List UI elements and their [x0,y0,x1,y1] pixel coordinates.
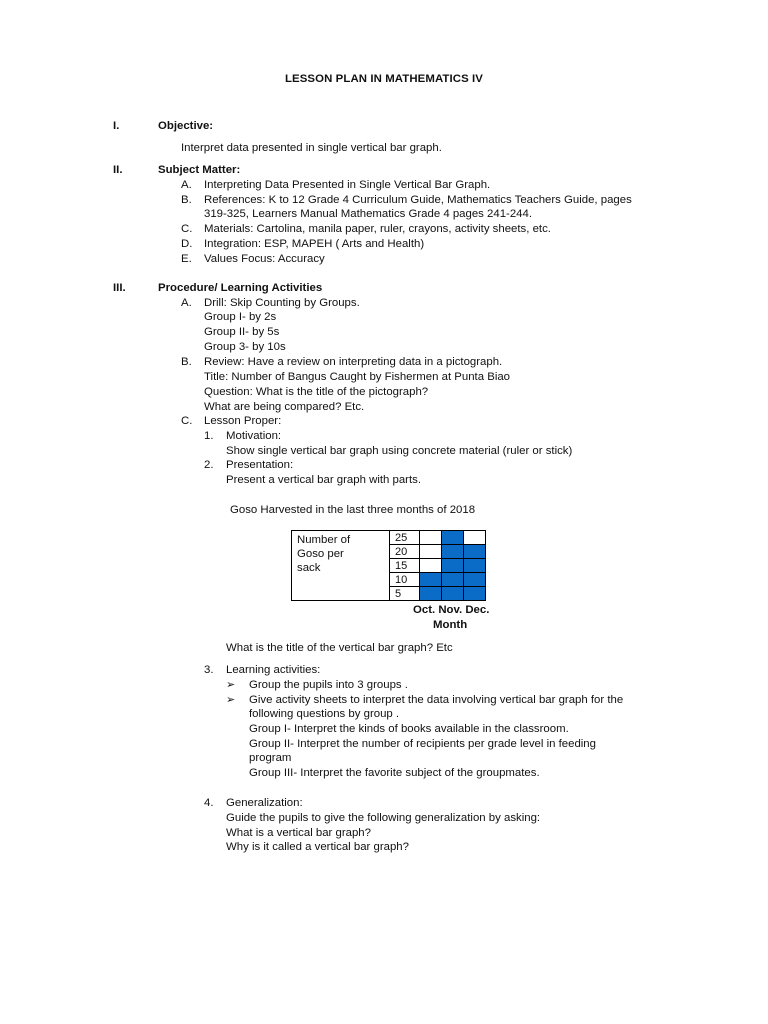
activity-bullet-2-line-1: Give activity sheets to interpret the data involving vertical bar graph for the [249,694,624,706]
bar-cell-dec-25 [464,531,486,545]
drill-text: Drill: Skip Counting by Groups. [204,297,360,309]
y-tick: 10 [390,573,420,587]
bar-graph [291,530,486,601]
objective-text: Interpret data presented in single vertical bar graph. [181,142,442,154]
bar-cell-oct-25 [420,531,442,545]
sm-b-text-1: References: K to 12 Grade 4 Curriculum Guide, Mathematics Teachers Guide, pages [204,194,632,206]
activity-group-3: Group III- Interpret the favorite subject of the groupmates. [249,767,540,779]
generalization-line-3: Why is it called a vertical bar graph? [226,841,409,853]
chart-xlabel: Month [433,619,468,631]
sm-c-text: Materials: Cartolina, manila paper, ruler, crayons, activity sheets, etc. [204,223,551,235]
drill-group-2: Group II- by 5s [204,326,280,338]
generalization-heading: Generalization: [226,797,303,809]
arrow-bullet-icon: ➢ [226,679,236,691]
activity-bullet-1: Group the pupils into 3 groups . [249,679,408,691]
sm-e-letter: E. [181,253,192,265]
review-text: Review: Have a review on interpreting data in a pictograph. [204,356,503,368]
presentation-heading: Presentation: [226,459,294,471]
bar-cell-oct-20 [420,545,442,559]
chart-categories: Oct. Nov. Dec. [413,604,490,616]
page-title: LESSON PLAN IN MATHEMATICS IV [284,73,484,85]
bar-cell-nov-15 [442,559,464,573]
arrow-bullet-icon: ➢ [226,694,236,706]
y-tick: 25 [390,531,420,545]
lesson-letter: C. [181,415,193,427]
review-line-1: Title: Number of Bangus Caught by Fishermen at Punta Biao [204,371,511,383]
chart-ylabel-line-1: Number of [297,534,351,546]
y-tick: 20 [390,545,420,559]
chart-ylabel [292,531,390,601]
drill-letter: A. [181,297,192,309]
drill-group-1: Group I- by 2s [204,311,277,323]
bar-cell-oct-10 [420,573,442,587]
bar-cell-oct-15 [420,559,442,573]
activity-bullet-2-line-2: following questions by group . [249,708,400,720]
motivation-text: Show single vertical bar graph using concrete material (ruler or stick) [226,445,573,457]
sm-d-text: Integration: ESP, MAPEH ( Arts and Health) [204,238,425,250]
activity-group-2-cont: program [249,752,292,764]
bar-cell-nov-20 [442,545,464,559]
chart-ylabel-line-3: sack [297,562,321,574]
generalization-num: 4. [204,797,214,809]
subject-matter-numeral: II. [113,164,123,176]
chart-title: Goso Harvested in the last three months of 2018 [230,504,476,516]
review-line-2: Question: What is the title of the pictograph? [204,386,429,398]
bar-cell-nov-5 [442,587,464,601]
bar-cell-nov-10 [442,573,464,587]
sm-d-letter: D. [181,238,193,250]
sm-b-letter: B. [181,194,192,206]
bar-cell-dec-15 [464,559,486,573]
activities-num: 3. [204,664,214,676]
review-letter: B. [181,356,192,368]
bar-cell-oct-5 [420,587,442,601]
subject-matter-heading: Subject Matter: [158,164,241,176]
drill-group-3: Group 3- by 10s [204,341,286,353]
bar-cell-dec-5 [464,587,486,601]
objective-numeral: I. [113,120,120,132]
sm-b-text-2: 319-325, Learners Manual Mathematics Grade 4 pages 241-244. [204,208,532,220]
objective-heading: Objective: [158,120,214,132]
presentation-text: Present a vertical bar graph with parts. [226,474,421,486]
motivation-num: 1. [204,430,214,442]
sm-a-letter: A. [181,179,192,191]
sm-a-text: Interpreting Data Presented in Single Vertical Bar Graph. [204,179,491,191]
lesson-text: Lesson Proper: [204,415,282,427]
activity-group-1: Group I- Interpret the kinds of books available in the classroom. [249,723,569,735]
motivation-heading: Motivation: [226,430,282,442]
generalization-line-1: Guide the pupils to give the following generalization by asking: [226,812,541,824]
presentation-num: 2. [204,459,214,471]
review-line-3: What are being compared? Etc. [204,401,365,413]
y-tick: 5 [390,587,420,601]
chart-ylabel-line-2: Goso per [297,548,344,560]
y-tick: 15 [390,559,420,573]
procedure-numeral: III. [113,282,126,294]
activity-group-2: Group II- Interpret the number of recipients per grade level in feeding [249,738,596,750]
bar-cell-dec-20 [464,545,486,559]
lesson-question: What is the title of the vertical bar graph? Etc [226,642,453,654]
bar-cell-nov-25 [442,531,464,545]
sm-c-letter: C. [181,223,193,235]
bar-cell-dec-10 [464,573,486,587]
generalization-line-2: What is a vertical bar graph? [226,827,371,839]
procedure-heading: Procedure/ Learning Activities [158,282,323,294]
sm-e-text: Values Focus: Accuracy [204,253,325,265]
activities-heading: Learning activities: [226,664,321,676]
